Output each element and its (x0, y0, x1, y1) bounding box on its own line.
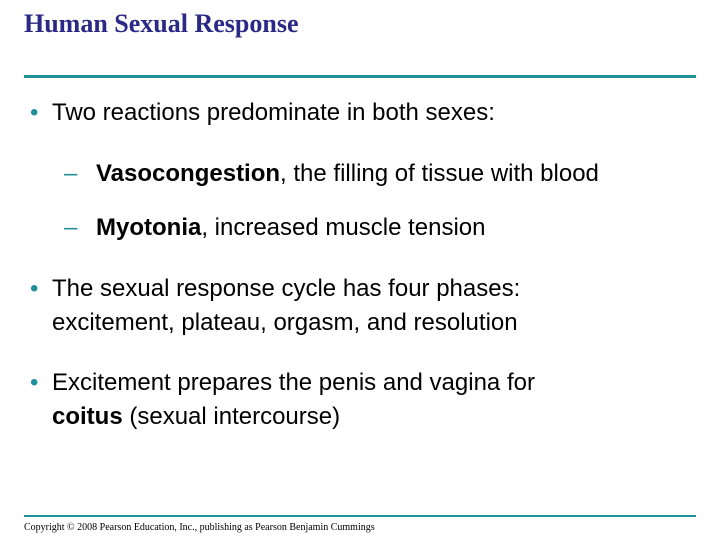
subbullet-1-definition: , the filling of tissue with blood (280, 160, 599, 187)
subbullet-2-definition: , increased muscle tension (201, 214, 486, 241)
footer-divider (24, 515, 696, 517)
subbullet-1-text (64, 157, 704, 191)
subbullet-2-text (64, 211, 704, 245)
bullet-2 (30, 272, 700, 340)
bullet-2-line-2: excitement, plateau, orgasm, and resolution (52, 309, 518, 336)
subbullet-1 (64, 157, 704, 191)
term-myotonia: Myotonia (96, 214, 202, 241)
title-divider (24, 75, 696, 78)
bullet-1-text: Two reactions predominate in both sexes: (52, 99, 495, 126)
bullet-marker: • (30, 99, 39, 126)
bullet-marker: • (30, 369, 39, 396)
bullet-3 (30, 366, 700, 434)
bullet-2-line-1: The sexual response cycle has four phases: (52, 275, 521, 302)
bullet-3-line-1: Excitement prepares the penis and vagina for (52, 369, 535, 396)
subbullet-2 (64, 211, 704, 245)
subbullet-marker: – (64, 214, 78, 241)
bullet-3-text (30, 366, 700, 434)
bullet-3-suffix: (sexual intercourse) (122, 403, 341, 430)
bullet-1 (30, 96, 700, 130)
subbullet-marker: – (64, 160, 78, 187)
slide-title: Human Sexual Response (24, 9, 299, 38)
term-coitus: coitus (52, 403, 123, 430)
bullet-2-text (30, 272, 700, 340)
term-vasocongestion: Vasocongestion (96, 160, 281, 187)
bullet-marker: • (30, 275, 39, 302)
copyright-footer: Copyright © 2008 Pearson Education, Inc., publishing as Pearson Benjamin Cummings (24, 522, 375, 533)
